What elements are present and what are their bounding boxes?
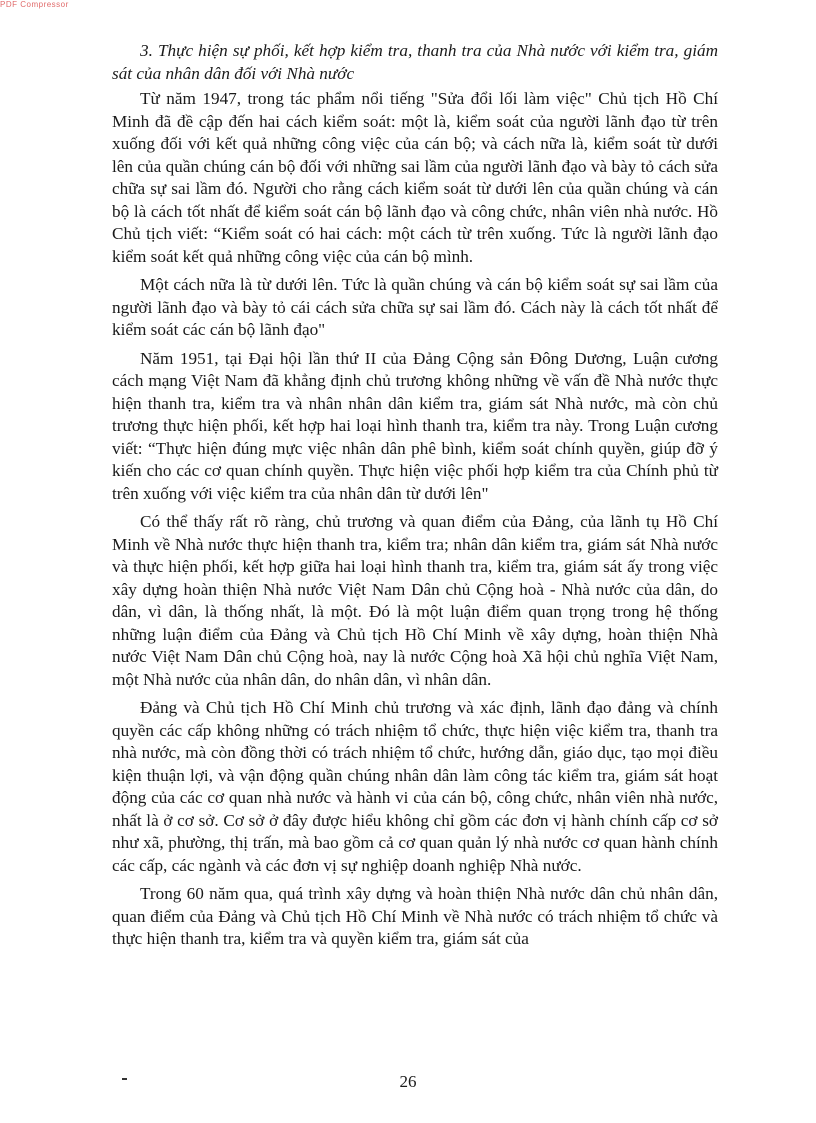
section-heading: 3. Thực hiện sự phối, kết hợp kiểm tra, thanh tra của Nhà nước với kiểm tra, giám sát của nhân dân đối với Nhà nước xyxy=(112,41,718,83)
page-number: 26 xyxy=(399,1072,417,1091)
watermark-corner: PDF Compressor xyxy=(0,0,69,9)
paragraph: Từ năm 1947, trong tác phẩm nổi tiếng "Sửa đổi lối làm việc" Chủ tịch Hồ Chí Minh đã đề cập đến hai cách kiểm soát: một là, kiểm soát của người lãnh đạo từ trên xuống đối với kết quả những công việc của cán bộ; và cách nữa là, kiểm soát từ dưới lên của quần chúng cán bộ đối với những sai lầm của người lãnh đạo và bày tỏ cách sửa chữa sự sai lầm đó. Người cho rằng cách kiểm soát từ dưới lên của quần chúng và cán bộ là cách tốt nhất để kiểm soát cán bộ lãnh đạo và công chức, nhân viên nhà nước. Hồ Chủ tịch viết: “Kiểm soát có hai cách: một cách từ trên xuống. Tức là người lãnh đạo kiểm soát kết quả những công việc của cán bộ mình. xyxy=(112,89,718,266)
paragraph: Có thể thấy rất rõ ràng, chủ trương và quan điểm của Đảng, của lãnh tụ Hồ Chí Minh về Nhà nước thực hiện thanh tra, kiểm tra; nhân dân kiểm tra, giám sát Nhà nước và thực hiện phối, kết hợp giữa hai loại hình thanh tra, kiểm tra, giám sát ấy trong việc xây dựng hoàn thiện Nhà nước Việt Nam Dân chủ Cộng hoà - Nhà nước của dân, do dân, vì dân, là thống nhất, là một. Đó là một luận điểm quan trọng trong hệ thống những luận điểm của Đảng và Chủ tịch Hồ Chí Minh về xây dựng, hoàn thiện Nhà nước Việt Nam Dân chủ Cộng hoà, nay là nước Cộng hoà Xã hội chủ nghĩa Việt Nam, một Nhà nước của nhân dân, do nhân dân, vì nhân dân. xyxy=(112,512,718,689)
paragraph: Trong 60 năm qua, quá trình xây dựng và hoàn thiện Nhà nước dân chủ nhân dân, quan điểm của Đảng và Chủ tịch Hồ Chí Minh về Nhà nước có trách nhiệm tổ chức và thực hiện thanh tra, kiểm tra và quyền kiểm tra, giám sát của xyxy=(112,884,718,948)
paragraph: Đảng và Chủ tịch Hồ Chí Minh chủ trương và xác định, lãnh đạo đảng và chính quyền các cấp không những có trách nhiệm tổ chức, thực hiện việc kiểm tra, thanh tra nhà nước, mà còn đồng thời có trách nhiệm tổ chức, hướng dẫn, giáo dục, tạo mọi điều kiện thuận lợi, và vận động quần chúng nhân dân làm công tác kiểm tra, giám sát hoạt động của các cơ quan nhà nước và hành vi của cán bộ, công chức, nhân viên nhà nước, nhất là ở cơ sở. Cơ sở ở đây được hiểu không chỉ gồm các đơn vị hành chính cấp cơ sở như xã, phường, thị trấn, mà bao gồm cả cơ quan quản lý nhà nước cơ quan hành chính các cấp, các ngành và các đơn vị sự nghiệp doanh nghiệp Nhà nước. xyxy=(112,698,718,875)
paragraph: Năm 1951, tại Đại hội lần thứ II của Đảng Cộng sản Đông Dương, Luận cương cách mạng Việt Nam đã khẳng định chủ trương không những về vấn đề Nhà nước thực hiện thanh tra, kiểm tra và nhân nhân dân kiểm tra, giám sát Nhà nước, mà còn chủ trương thực hiện phối, kết hợp hai loại hình thanh tra, kiểm tra này. Trong Luận cương viết: “Thực hiện đúng mực việc nhân dân phê bình, kiểm soát chính quyền, giúp đỡ ý kiến cho các cơ quan chính quyền. Thực hiện việc phối hợp kiểm tra của Chính phủ từ trên xuống với việc kiểm tra của nhân dân từ dưới lên" xyxy=(112,348,718,503)
page-body xyxy=(112,40,718,957)
paragraph: Một cách nữa là từ dưới lên. Tức là quần chúng và cán bộ kiểm soát sự sai lầm của người lãnh đạo và bày tỏ cái cách sửa chữa sự sai lầm đó. Cách này là cách tốt nhất để kiểm soát các cán bộ lãnh đạo" xyxy=(112,275,718,339)
